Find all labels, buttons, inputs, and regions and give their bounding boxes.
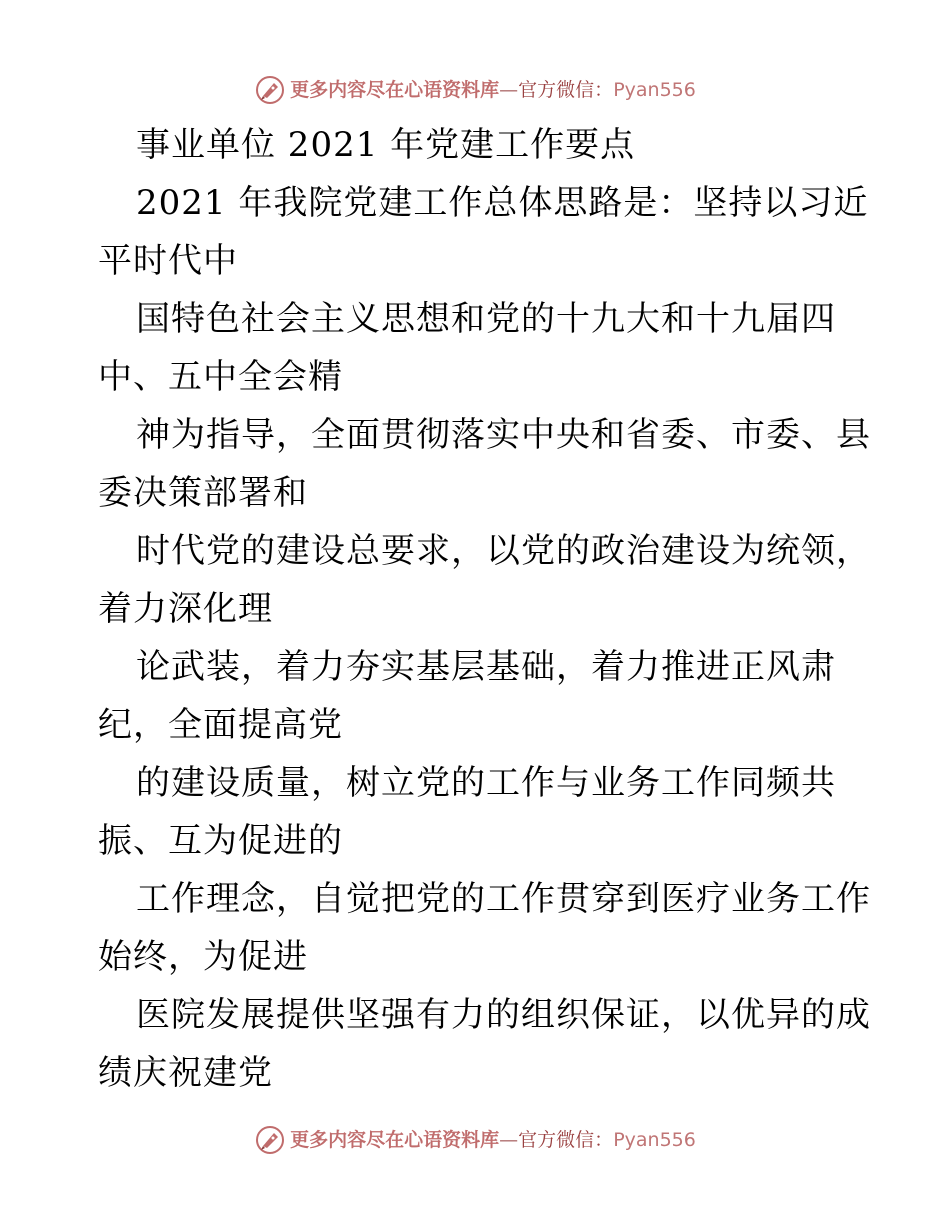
watermark-wechat-label: 官方微信： (518, 78, 614, 101)
doc-line: 工作理念，自觉把党的工作贯穿到医疗业务工作 (136, 879, 871, 919)
doc-line: 着力深化理 (98, 589, 273, 629)
watermark-separator: — (499, 78, 519, 101)
doc-line: 2021 年我院党建工作总体思路是：坚持以习近 (136, 183, 869, 223)
doc-line: 神为指导，全面贯彻落实中央和省委、市委、县 (136, 415, 871, 455)
watermark-wechat-id: Pyan556 (613, 1128, 696, 1151)
pen-nib-logo-icon (254, 74, 286, 106)
doc-line: 论武装，着力夯实基层基础，着力推进正风肃 (136, 647, 836, 687)
doc-line: 始终，为促进 (98, 937, 308, 977)
watermark-site-text: 更多内容尽在心语资料库 (290, 1128, 500, 1151)
doc-line: 国特色社会主义思想和党的十九大和十九届四 (136, 299, 836, 339)
watermark-banner-bottom (0, 1120, 950, 1160)
doc-line: 事业单位 2021 年党建工作要点 (136, 125, 636, 165)
watermark-site-text: 更多内容尽在心语资料库 (290, 78, 500, 101)
doc-line: 医院发展提供坚强有力的组织保证，以优异的成 (136, 995, 871, 1035)
doc-line: 绩庆祝建党 (98, 1053, 273, 1093)
doc-line: 中、五中全会精 (98, 357, 343, 397)
watermark-wechat-id: Pyan556 (613, 78, 696, 101)
watermark-banner-top (0, 70, 950, 110)
doc-line: 平时代中 (98, 241, 238, 281)
doc-line: 委决策部署和 (98, 473, 308, 513)
doc-line: 纪，全面提高党 (98, 705, 343, 745)
doc-line: 的建设质量，树立党的工作与业务工作同频共 (136, 763, 836, 803)
pen-nib-logo-icon (254, 1124, 286, 1156)
watermark-separator: — (499, 1128, 519, 1151)
watermark-wechat-label: 官方微信： (518, 1128, 614, 1151)
doc-line: 振、互为促进的 (98, 821, 343, 861)
doc-line: 时代党的建设总要求，以党的政治建设为统领， (136, 531, 871, 571)
document-body (98, 116, 871, 1102)
